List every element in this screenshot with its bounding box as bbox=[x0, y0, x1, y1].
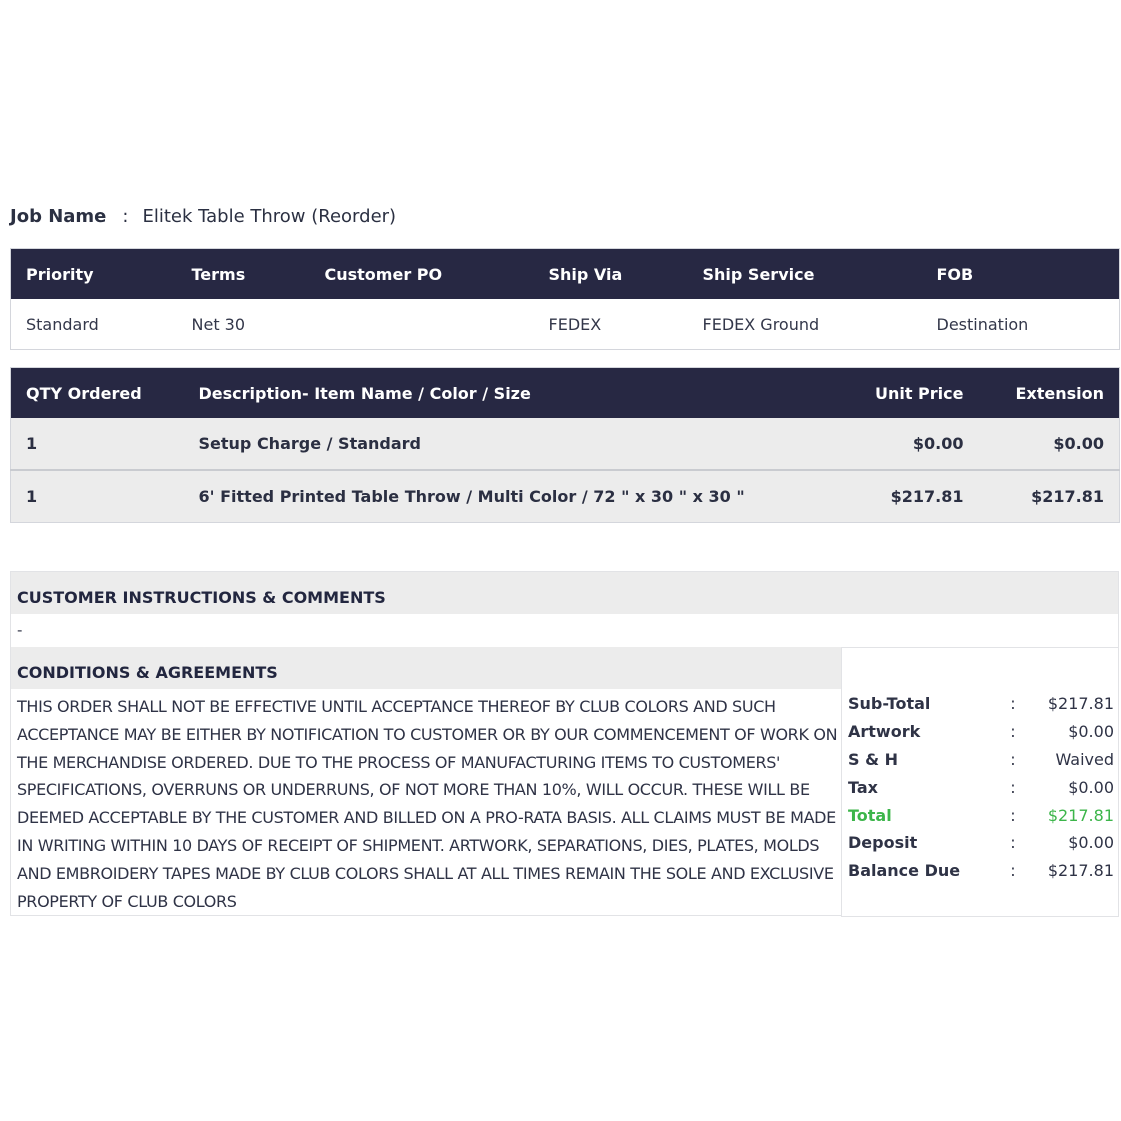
table-row bbox=[11, 418, 1120, 470]
line-items-header-row bbox=[11, 368, 1120, 419]
header-fob: FOB bbox=[922, 249, 1120, 300]
totals-row-subtotal bbox=[848, 690, 1114, 718]
totals-table bbox=[848, 690, 1114, 885]
header-priority: Priority bbox=[11, 249, 177, 300]
job-name-label: Job Name bbox=[10, 206, 107, 227]
value-customer-po bbox=[310, 299, 534, 350]
tax-label: Tax bbox=[848, 777, 878, 797]
header-ship-service: Ship Service bbox=[688, 249, 922, 300]
totals-row-shipping bbox=[848, 746, 1114, 774]
value-fob: Destination bbox=[936, 314, 1029, 334]
total-value: $217.81 bbox=[1047, 805, 1114, 825]
item-extension: $0.00 bbox=[979, 418, 1120, 470]
item-qty: 1 bbox=[11, 470, 184, 523]
value-priority: Standard bbox=[26, 314, 99, 334]
subtotal-label: Sub-Total bbox=[848, 694, 931, 714]
comments-title: CUSTOMER INSTRUCTIONS & COMMENTS bbox=[11, 572, 1118, 614]
order-info-table bbox=[10, 248, 1120, 350]
header-description: Description- Item Name / Color / Size bbox=[184, 368, 858, 419]
totals-row-total bbox=[848, 801, 1114, 829]
conditions-text: THIS ORDER SHALL NOT BE EFFECTIVE UNTIL ACCEPTANCE THEREOF BY CLUB COLORS AND SUCH ACCEPTANCE MAY BE EITHER BY NOTIFICATION TO CUSTOMER OR BY OUR COMMENCEMENT OF WORK ON THE MERCHANDISE ORDERED. DUE TO THE PROCESS OF MANUFACTURING ITEMS TO CUSTOMERS' SPECIFICATIONS, OVERRUNS OR UNDERRUNS, OF NOT MORE THAN 10%, WILL OCCUR. THESE WILL BE DEEMED ACCEPTABLE BY THE CUSTOMER AND BILLED ON A PRO-RATA BASIS. ALL CLAIMS MUST BE MADE IN WRITING WITHIN 10 DAYS OF RECEIPT OF SHIPMENT. ARTWORK, SEPARATIONS, DIES, PLATES, MOLDS AND EMBROIDERY TAPES MADE BY CLUB COLORS SHALL AT ALL TIMES REMAIN THE SOLE AND EXCLUSIVE PROPERTY OF CLUB COLORS bbox=[17, 697, 838, 911]
table-row bbox=[11, 470, 1120, 523]
tax-value: $0.00 bbox=[1068, 777, 1114, 797]
order-info-value-row bbox=[11, 299, 1120, 350]
item-description: Setup Charge / Standard bbox=[184, 418, 858, 470]
shipping-label: S & H bbox=[848, 749, 899, 769]
value-ship-service: FEDEX Ground bbox=[702, 314, 820, 334]
subtotal-separator: : bbox=[1010, 694, 1016, 714]
total-separator: : bbox=[1010, 805, 1016, 825]
totals-row-balance-due bbox=[848, 857, 1114, 885]
header-extension: Extension bbox=[979, 368, 1120, 419]
customer-comments-section bbox=[10, 571, 1119, 648]
artwork-label: Artwork bbox=[848, 722, 921, 742]
tax-separator: : bbox=[1010, 777, 1016, 797]
conditions-title: CONDITIONS & AGREEMENTS bbox=[11, 647, 842, 689]
totals-row-artwork bbox=[848, 718, 1114, 746]
artwork-value: $0.00 bbox=[1068, 722, 1114, 742]
shipping-separator: : bbox=[1010, 749, 1016, 769]
item-qty: 1 bbox=[11, 418, 184, 470]
header-qty-ordered: QTY Ordered bbox=[11, 368, 184, 419]
item-unit-price: $217.81 bbox=[858, 470, 979, 523]
totals-panel bbox=[841, 647, 1119, 917]
header-customer-po: Customer PO bbox=[310, 249, 534, 300]
item-extension: $217.81 bbox=[979, 470, 1120, 523]
deposit-value: $0.00 bbox=[1068, 833, 1114, 853]
header-unit-price: Unit Price bbox=[858, 368, 979, 419]
total-label: Total bbox=[848, 805, 892, 825]
balance-due-label: Balance Due bbox=[848, 861, 961, 881]
value-terms: Net 30 bbox=[191, 314, 246, 334]
job-name-separator: : bbox=[122, 206, 129, 227]
comments-text: - bbox=[17, 621, 23, 639]
artwork-separator: : bbox=[1010, 722, 1016, 742]
value-ship-via: FEDEX bbox=[548, 314, 602, 334]
job-name-value: Elitek Table Throw (Reorder) bbox=[142, 206, 397, 227]
deposit-separator: : bbox=[1010, 833, 1016, 853]
balance-due-value: $217.81 bbox=[1047, 861, 1114, 881]
header-ship-via: Ship Via bbox=[534, 249, 688, 300]
totals-row-deposit bbox=[848, 829, 1114, 857]
totals-row-tax bbox=[848, 773, 1114, 801]
deposit-label: Deposit bbox=[848, 833, 918, 853]
job-name bbox=[10, 203, 396, 231]
shipping-value: Waived bbox=[1055, 749, 1114, 769]
subtotal-value: $217.81 bbox=[1047, 694, 1114, 714]
item-unit-price: $0.00 bbox=[858, 418, 979, 470]
line-items-table bbox=[10, 367, 1120, 523]
header-terms: Terms bbox=[177, 249, 310, 300]
item-description: 6' Fitted Printed Table Throw / Multi Color / 72 " x 30 " x 30 " bbox=[184, 470, 858, 523]
conditions-section bbox=[10, 647, 842, 916]
order-info-header-row bbox=[11, 249, 1120, 300]
balance-due-separator: : bbox=[1010, 861, 1016, 881]
